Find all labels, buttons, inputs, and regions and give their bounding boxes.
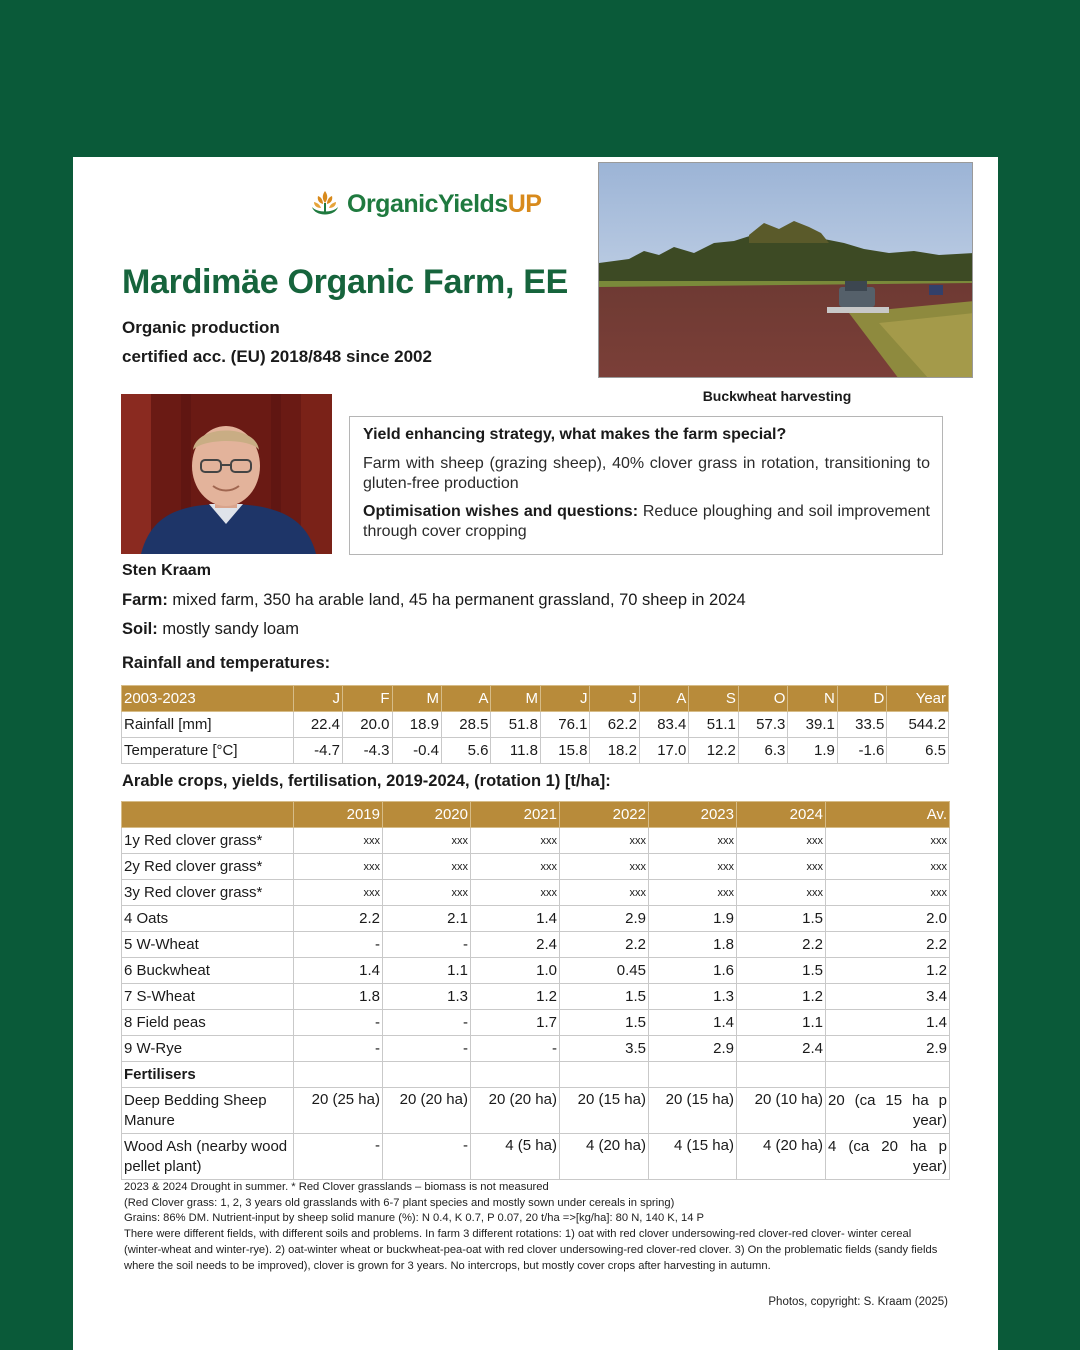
factsheet-page (73, 157, 998, 1350)
rainfall-header-cell: M (491, 686, 540, 712)
yield-cell: xxx (383, 880, 471, 906)
yield-cell: 1.1 (737, 1010, 826, 1036)
fertiliser-cell: - (383, 1134, 471, 1180)
subtitle-certification: certified acc. (EU) 2018/848 since 2002 (122, 347, 432, 366)
strategy-box (349, 416, 943, 555)
farmer-portrait-photo (121, 394, 332, 554)
yield-cell: xxx (294, 854, 383, 880)
yield-cell: xxx (826, 854, 950, 880)
yield-cell: xxx (737, 828, 826, 854)
strategy-text: Farm with sheep (grazing sheep), 40% clover grass in rotation, transitioning to gluten-free production (363, 455, 930, 492)
table-cell: 12.2 (689, 738, 738, 764)
footnote-line: There were different fields, with different soils and problems. In farm 3 different rotations: 1) oat with red clover undersowing-red clover-red clover- winter cereal (winter-wheat and winter-rye). 2) oat-winter wheat or buckwheat-pea-oat with red clover undersowing-red clover-red clover. 3) On the problematic fields (sandy fields where the soil needs to be improved), clover is grown for 3 years. No intercrops, but mostly cover crops after harvesting in autumn. (124, 1228, 938, 1272)
yield-cell: - (383, 1010, 471, 1036)
yield-cell: 2.2 (294, 906, 383, 932)
yield-cell: xxx (560, 880, 649, 906)
table-cell: -0.4 (392, 738, 441, 764)
yield-cell: 1.4 (826, 1010, 950, 1036)
yield-cell: xxx (471, 854, 560, 880)
yield-cell: 3.4 (826, 984, 950, 1010)
table-cell: 20.0 (343, 712, 392, 738)
rainfall-header-row (122, 686, 949, 712)
yield-cell: 2.9 (826, 1036, 950, 1062)
table-cell: 33.5 (837, 712, 886, 738)
farm-label: Farm: (122, 591, 168, 609)
table-cell: 11.8 (491, 738, 540, 764)
optimisation-paragraph (363, 502, 930, 542)
fertiliser-cell: 4 (15 ha) (649, 1134, 737, 1180)
yield-cell: xxx (737, 880, 826, 906)
table-cell: 18.2 (590, 738, 639, 764)
yield-cell: 1.2 (826, 958, 950, 984)
crop-row (122, 854, 950, 880)
rainfall-table (121, 685, 949, 764)
rainfall-heading: Rainfall and temperatures: (122, 654, 331, 672)
rainfall-header-cell: J (540, 686, 589, 712)
yield-cell: 1.2 (737, 984, 826, 1010)
rainfall-header-cell: F (343, 686, 392, 712)
empty-cell (737, 1062, 826, 1088)
yield-cell: 2.2 (560, 932, 649, 958)
yield-cell: 1.5 (560, 1010, 649, 1036)
footnote-line: Grains: 86% DM. Nutrient-input by sheep solid manure (%): N 0.4, K 0.7, P 0.07, 20 t/ha =>[kg/ha]: 80 N, 140 K, 14 P (124, 1212, 704, 1225)
yield-cell: 1.8 (649, 932, 737, 958)
crops-heading: Arable crops, yields, fertilisation, 2019-2024, (rotation 1) [t/ha]: (122, 772, 611, 790)
yield-cell: 1.4 (294, 958, 383, 984)
soil-description (122, 620, 299, 639)
yield-cell: 2.1 (383, 906, 471, 932)
fertiliser-cell: 4 (5 ha) (471, 1134, 560, 1180)
fertiliser-cell: 20 (10 ha) (737, 1088, 826, 1134)
yield-cell: 1.9 (649, 906, 737, 932)
rainfall-header-cell: O (738, 686, 787, 712)
farm-description (122, 591, 746, 610)
fertiliser-cell: 20 (20 ha) (383, 1088, 471, 1134)
yield-cell: - (471, 1036, 560, 1062)
crop-name: 9 W-Rye (122, 1036, 294, 1062)
fertiliser-cell: 20 (25 ha) (294, 1088, 383, 1134)
crops-header-cell: 2022 (560, 802, 649, 828)
crop-row (122, 932, 950, 958)
crop-row (122, 1036, 950, 1062)
fertiliser-cell: 20 (15 ha) (560, 1088, 649, 1134)
yield-cell: 1.6 (649, 958, 737, 984)
farmer-name: Sten Kraam (122, 562, 211, 579)
yield-cell: 1.4 (471, 906, 560, 932)
yield-cell: - (383, 1036, 471, 1062)
empty-cell (826, 1062, 950, 1088)
logo-name: OrganicYields (347, 189, 508, 218)
table-cell: 6.3 (738, 738, 787, 764)
table-cell: 22.4 (293, 712, 342, 738)
crops-table (121, 801, 950, 1180)
crop-name: 7 S-Wheat (122, 984, 294, 1010)
yield-cell: xxx (649, 828, 737, 854)
photo-credit: Photos, copyright: S. Kraam (2025) (768, 1296, 948, 1308)
optimisation-label: Optimisation wishes and questions: (363, 503, 639, 520)
crops-header-row (122, 802, 950, 828)
table-cell: 83.4 (639, 712, 688, 738)
wheat-logo-icon (309, 187, 341, 221)
empty-cell (383, 1062, 471, 1088)
fertiliser-cell: - (294, 1134, 383, 1180)
yield-cell: 2.0 (826, 906, 950, 932)
crop-row (122, 828, 950, 854)
yield-cell: xxx (471, 880, 560, 906)
footnotes (124, 1180, 939, 1274)
organicyieldsup-logo (309, 187, 541, 221)
rainfall-header-cell: D (837, 686, 886, 712)
photo-caption: Buckwheat harvesting (702, 388, 852, 404)
yield-cell: xxx (737, 854, 826, 880)
table-cell: 39.1 (788, 712, 837, 738)
table-cell: 76.1 (540, 712, 589, 738)
fertiliser-cell: 4 (20 ha) (560, 1134, 649, 1180)
crop-row (122, 1010, 950, 1036)
fertiliser-row (122, 1134, 950, 1180)
crops-header-cell: Av. (826, 802, 950, 828)
subtitle-production: Organic production (122, 318, 280, 337)
rainfall-header-cell: A (441, 686, 490, 712)
yield-cell: xxx (294, 880, 383, 906)
table-cell: 28.5 (441, 712, 490, 738)
fertiliser-row (122, 1088, 950, 1134)
yield-cell: - (294, 1036, 383, 1062)
table-cell: 15.8 (540, 738, 589, 764)
rainfall-header-cell: J (590, 686, 639, 712)
rainfall-header-cell: 2003-2023 (122, 686, 294, 712)
crop-row (122, 984, 950, 1010)
yield-cell: 1.1 (383, 958, 471, 984)
rainfall-header-cell: M (392, 686, 441, 712)
fertiliser-name: Wood Ash (nearby wood pellet plant) (122, 1134, 294, 1180)
empty-cell (560, 1062, 649, 1088)
table-cell: -4.3 (343, 738, 392, 764)
yield-cell: 1.8 (294, 984, 383, 1010)
yield-cell: xxx (560, 854, 649, 880)
yield-cell: 2.4 (471, 932, 560, 958)
yield-cell: xxx (471, 828, 560, 854)
table-cell: 6.5 (887, 738, 949, 764)
crop-name: 2y Red clover grass* (122, 854, 294, 880)
yield-cell: 1.0 (471, 958, 560, 984)
rainfall-header-cell: S (689, 686, 738, 712)
yield-cell: xxx (383, 854, 471, 880)
table-cell: 62.2 (590, 712, 639, 738)
crop-name: 8 Field peas (122, 1010, 294, 1036)
table-cell: 1.9 (788, 738, 837, 764)
crops-header-cell (122, 802, 294, 828)
yield-cell: xxx (649, 854, 737, 880)
yield-cell: 1.7 (471, 1010, 560, 1036)
yield-cell: xxx (826, 828, 950, 854)
yield-cell: - (294, 1010, 383, 1036)
fertilisers-label-row (122, 1062, 950, 1088)
rainfall-header-cell: A (639, 686, 688, 712)
rainfall-row (122, 738, 949, 764)
yield-cell: xxx (826, 880, 950, 906)
yield-cell: xxx (294, 828, 383, 854)
yield-cell: - (383, 932, 471, 958)
yield-cell: 1.4 (649, 1010, 737, 1036)
rainfall-header-cell: J (293, 686, 342, 712)
row-label: Rainfall [mm] (122, 712, 294, 738)
yield-cell: 2.2 (737, 932, 826, 958)
crop-row (122, 906, 950, 932)
table-cell: 5.6 (441, 738, 490, 764)
crop-name: 4 Oats (122, 906, 294, 932)
table-cell: -1.6 (837, 738, 886, 764)
yield-cell: 3.5 (560, 1036, 649, 1062)
crop-name: 6 Buckwheat (122, 958, 294, 984)
footnote-line: 2023 & 2024 Drought in summer. * Red Clover grasslands – biomass is not measured (124, 1181, 549, 1193)
yield-cell: 1.5 (737, 958, 826, 984)
rainfall-row (122, 712, 949, 738)
table-cell: 51.1 (689, 712, 738, 738)
yield-cell: 1.3 (649, 984, 737, 1010)
crop-row (122, 958, 950, 984)
strategy-heading: Yield enhancing strategy, what makes the farm special? (363, 426, 787, 443)
buckwheat-harvest-photo (598, 162, 973, 378)
table-cell: 57.3 (738, 712, 787, 738)
yield-cell: xxx (383, 828, 471, 854)
yield-cell: 1.2 (471, 984, 560, 1010)
rainfall-header-cell: N (788, 686, 837, 712)
crop-name: 1y Red clover grass* (122, 828, 294, 854)
crops-header-cell: 2023 (649, 802, 737, 828)
table-cell: 18.9 (392, 712, 441, 738)
fertiliser-cell: 4 (20 ha) (737, 1134, 826, 1180)
fertiliser-cell: 20 (ca 15 ha p year) (826, 1088, 950, 1134)
logo-name-accent: UP (507, 189, 542, 218)
crops-header-cell: 2021 (471, 802, 560, 828)
yield-cell: 1.5 (737, 906, 826, 932)
yield-cell: 1.3 (383, 984, 471, 1010)
soil-text: mostly sandy loam (157, 620, 299, 638)
yield-cell: 2.9 (649, 1036, 737, 1062)
empty-cell (471, 1062, 560, 1088)
yield-cell: 2.4 (737, 1036, 826, 1062)
row-label: Temperature [°C] (122, 738, 294, 764)
yield-cell: xxx (649, 880, 737, 906)
table-cell: -4.7 (293, 738, 342, 764)
yield-cell: 2.2 (826, 932, 950, 958)
farm-text: mixed farm, 350 ha arable land, 45 ha permanent grassland, 70 sheep in 2024 (167, 591, 746, 609)
fertiliser-cell: 20 (15 ha) (649, 1088, 737, 1134)
yield-cell: - (294, 932, 383, 958)
empty-cell (649, 1062, 737, 1088)
yield-cell: 1.5 (560, 984, 649, 1010)
crops-header-cell: 2019 (294, 802, 383, 828)
crops-header-cell: 2024 (737, 802, 826, 828)
optimisation-text: Reduce ploughing and soil improvement through cover cropping (363, 503, 931, 540)
crop-name: 3y Red clover grass* (122, 880, 294, 906)
crop-row (122, 880, 950, 906)
fertiliser-cell: 20 (20 ha) (471, 1088, 560, 1134)
crop-name: 5 W-Wheat (122, 932, 294, 958)
fertiliser-cell: 4 (ca 20 ha p year) (826, 1134, 950, 1180)
rainfall-header-cell: Year (887, 686, 949, 712)
page-title: Mardimäe Organic Farm, EE (122, 263, 568, 301)
footnote-line: (Red Clover grass: 1, 2, 3 years old grasslands with 6-7 plant species and mostly sown under cereals in spring) (124, 1196, 675, 1209)
fertiliser-name: Deep Bedding Sheep Manure (122, 1088, 294, 1134)
fertilisers-label: Fertilisers (122, 1062, 294, 1088)
yield-cell: 2.9 (560, 906, 649, 932)
yield-cell: 0.45 (560, 958, 649, 984)
soil-label: Soil: (122, 620, 158, 638)
table-cell: 17.0 (639, 738, 688, 764)
table-cell: 544.2 (887, 712, 949, 738)
crops-header-cell: 2020 (383, 802, 471, 828)
table-cell: 51.8 (491, 712, 540, 738)
empty-cell (294, 1062, 383, 1088)
yield-cell: xxx (560, 828, 649, 854)
